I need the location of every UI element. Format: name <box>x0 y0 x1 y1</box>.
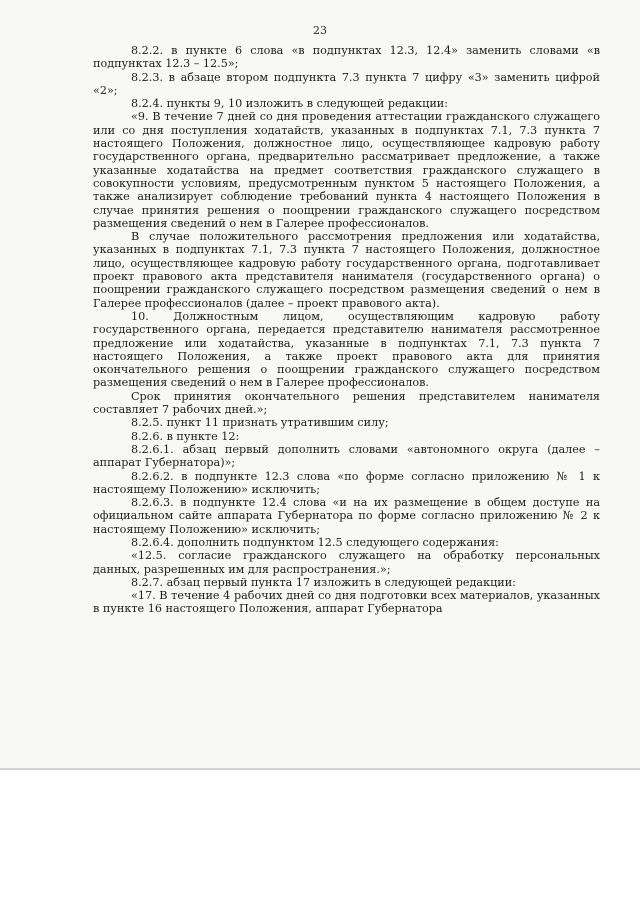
paragraph: 8.2.4. пункты 9, 10 изложить в следующей редакции: <box>131 97 449 111</box>
paragraph: 8.2.6.3. в подпункте 12.4 слова «и на их размещение в общем доступе на официальном сайте аппарата Губернатора по форме согласно приложению № 2 к настоящему Положению» исключить; <box>93 496 600 536</box>
paragraph: «12.5. согласие гражданского служащего на обработку персональных данных, разрешенных им для распространения.»; <box>93 549 600 576</box>
paragraph: 8.2.6.4. дополнить подпунктом 12.5 следующего содержания: <box>131 535 499 549</box>
paragraph: 8.2.6.1. абзац первый дополнить словами «автономного округа (далее – аппарат Губернатора)»; <box>93 442 600 470</box>
paragraph: 8.2.6.2. в подпункте 12.3 слова «по форме согласно приложению № 1 к настоящему Положению» исключить; <box>93 469 600 496</box>
paragraph: Срок принятия окончательного решения представителем нанимателя составляет 7 рабочих дней.»; <box>93 389 600 417</box>
paragraph: «17. В течение 4 рабочих дней со дня подготовки всех материалов, указанных в пункте 16 настоящего Положения, аппарат Губернатора <box>93 589 600 616</box>
paragraph: 8.2.3. в абзаце втором подпункта 7.3 пункта 7 цифру «3» заменить цифрой «2»; <box>93 70 600 97</box>
paragraph: 8.2.7. абзац первый пункта 17 изложить в следующей редакции: <box>131 575 516 589</box>
paragraph: 8.2.6. в пункте 12: <box>131 429 240 443</box>
paragraph: «9. В течение 7 дней со дня проведения аттестации гражданского служащего или со дня поступления ходатайств, указанных в подпунктах 7.1, 7.3 пункта 7 настоящего Положения, должностное лицо, осуществляющее кадровую работу государственного органа, предварительно рассматривает предложение, а также указанные ходатайства на предмет соответствия гражданского служащего в совокупности условиям, предусмотренным пунктом 5 настоящего Положения, а также анализирует соблюдение требований пункта 4 настоящего Положения в случае принятия решения о поощрении гражданского служащего посредством размещения сведений о нем в Галерее профессионалов. <box>93 110 600 230</box>
paragraph: В случае положительного рассмотрения предложения или ходатайства, указанных в подпунктах 7.1, 7.3 пункта 7 настоящего Положения, должностное лицо, осуществляющее кадровую работу государственного органа, подготавливает проект правового акта представителя нанимателя (государственного органа) о поощрении гражданского служащего посредством размещения сведений о нем в Галерее профессионалов (далее – проект правового акта). <box>93 230 600 310</box>
page-number: 23 <box>313 24 327 37</box>
paragraph: 10. Должностным лицом, осуществляющим кадровую работу государственного органа, передается представителю нанимателя рассмотренное предложение или ходатайства, указанные в подпунктах 7.1, 7.3 пункта 7 настоящего Положения, а также проект правового акта для принятия окончательного решения о поощрении гражданского служащего посредством размещения сведений о нем в Галерее профессионалов. <box>93 309 600 390</box>
paragraph: 8.2.2. в пункте 6 слова «в подпунктах 12.3, 12.4» заменить словами «в подпунктах 12.3 – 12.5»; <box>93 44 600 71</box>
paragraph: 8.2.5. пункт 11 признать утратившим силу; <box>131 416 389 430</box>
document-body <box>93 44 600 616</box>
